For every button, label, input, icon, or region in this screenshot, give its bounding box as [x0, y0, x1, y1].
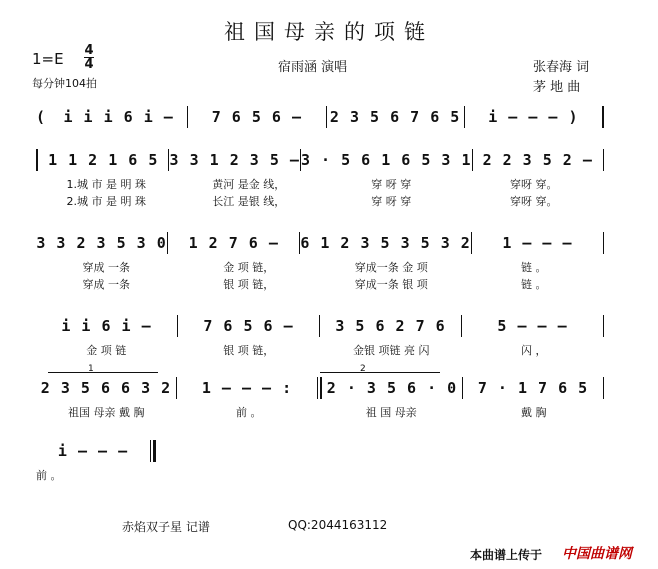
measure: 3 5 6 2 7 6 [335, 317, 446, 335]
measure: i i 6 i – [61, 317, 152, 335]
lyric-verse-1: 穿呀 穿。 [510, 177, 558, 191]
key-signature: 1=E [32, 50, 64, 68]
lyric-verse-2: 穿成 一条 [82, 277, 130, 291]
lyric-verse-2: 穿 呀 穿 [371, 194, 412, 208]
measure: 1 1 2 1 6 5 [48, 151, 159, 169]
tempo-marking: 每分钟104拍 [32, 77, 97, 90]
intro-system [36, 106, 604, 128]
upload-notice: 本曲谱上传于 [470, 548, 543, 562]
measure: 2 · 3 5 6 · 0 [326, 379, 458, 397]
lyric-verse-1: 穿成一条 金 项 [354, 260, 428, 274]
measure: 5 – – – [497, 317, 568, 335]
lyric-verse-1: 链 。 [521, 260, 547, 274]
measure: 1 – – – : [201, 379, 293, 397]
measure: 3 3 1 2 3 5 – [169, 151, 300, 169]
lyric-verse-1: 金 项 链， [223, 260, 275, 274]
lyric: 金银 项链 亮 闪 [353, 343, 430, 357]
lyric-verse-1: 黄河 是金 线， [212, 177, 286, 191]
lyric-verse-1: 穿 呀 穿 [371, 177, 412, 191]
measure: 2 3 5 6 6 3 2 [40, 379, 172, 397]
score-system-5 [36, 440, 156, 483]
lyric: 祖国 母亲 戴 胸 [68, 405, 145, 419]
time-signature-bottom: 4 [84, 57, 94, 72]
time-signature-top: 4 [84, 43, 94, 58]
singer-credit: 宿雨涵 演唱 [278, 60, 348, 75]
lyric-verse-2: 穿呀 穿。 [510, 194, 558, 208]
measure: i – – – [57, 442, 129, 460]
score-system-1 [36, 149, 604, 209]
lyric-verse-2: 2.城 市 是 明 珠 [66, 194, 146, 208]
score-system-4 [36, 364, 604, 420]
intro-measure: 7 6 5 6 – [211, 108, 303, 126]
lyric-verse-2: 长江 是银 线， [212, 194, 286, 208]
site-logo[interactable]: 中国曲谱网 [562, 546, 632, 562]
measure: 3 3 2 3 5 3 0 [36, 234, 167, 252]
lyric-verse-2: 银 项 链， [223, 277, 275, 291]
measure: 1 – – – [502, 234, 573, 252]
lyric: 前 。 [36, 468, 62, 482]
measure: 6 1 2 3 5 3 5 3 2 [300, 234, 471, 252]
lyric-verse-2: 穿成一条 银 项 [354, 277, 428, 291]
lyric: 闪 ， [521, 343, 547, 357]
intro-open-paren: ( [36, 108, 47, 126]
lyric: 祖 国 母亲 [365, 405, 417, 419]
lyric: 银 项 链， [223, 343, 275, 357]
transcriber-credit: 赤焰双子星 记谱 [122, 520, 210, 534]
measure: 2 2 3 5 2 – [482, 151, 593, 169]
lyric-verse-1: 1.城 市 是 明 珠 [66, 177, 146, 191]
qq-contact: QQ:2044163112 [288, 518, 388, 532]
lyric: 戴 胸 [521, 405, 547, 419]
intro-measure: i – – – ) [488, 108, 579, 126]
measure: 7 · 1 7 6 5 [477, 379, 589, 397]
intro-measure: 2 3 5 6 7 6 5 [329, 108, 461, 126]
lyricist-credit: 张春海 词 [533, 60, 590, 75]
lyric-verse-2: 链 。 [521, 277, 547, 291]
song-title: 祖国母亲的项链 [224, 20, 434, 44]
measure: 1 2 7 6 – [188, 234, 279, 252]
score-system-2 [36, 232, 604, 292]
lyric: 前 。 [236, 405, 262, 419]
score-system-3 [36, 315, 604, 358]
time-signature [84, 44, 94, 71]
lyric: 金 项 链 [86, 343, 127, 357]
lyric-verse-1: 穿成 一条 [82, 260, 130, 274]
measure: 3 · 5 6 1 6 5 3 1 [300, 151, 472, 169]
measure: 7 6 5 6 – [203, 317, 294, 335]
ending-2-marker: 2 [360, 364, 366, 374]
intro-measure: i i i 6 i – [63, 108, 174, 126]
composer-credit: 茅 地 曲 [533, 80, 581, 95]
ending-1-marker: 1 [88, 364, 94, 374]
